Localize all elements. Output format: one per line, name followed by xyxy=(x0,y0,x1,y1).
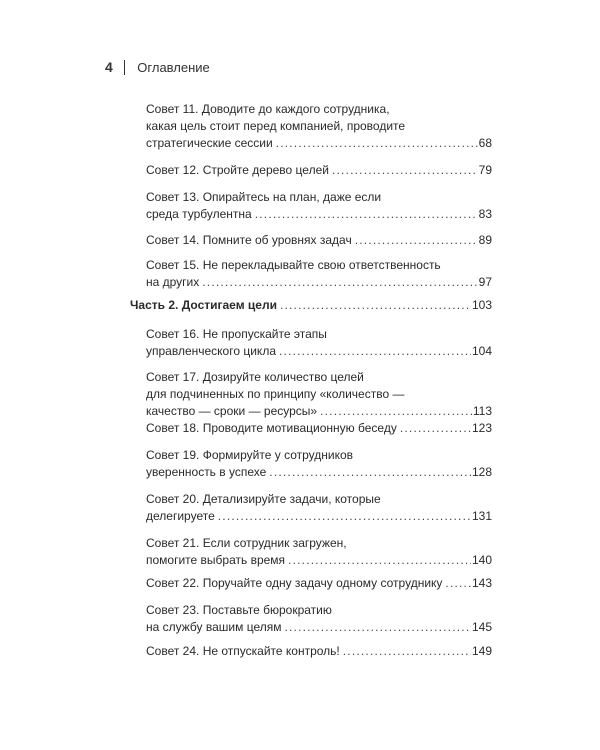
toc-page-number: 128 xyxy=(471,465,492,479)
toc-entry-text: на других xyxy=(146,275,200,289)
toc-entry-text: качество — сроки — ресурсы» xyxy=(146,404,318,418)
toc-entry-last-line xyxy=(146,403,492,420)
toc-entry-19 xyxy=(146,447,492,481)
toc-entry-last-line xyxy=(146,619,492,636)
toc-entry-16 xyxy=(146,326,492,360)
toc-entry-24 xyxy=(146,643,492,660)
toc-entry-last-line xyxy=(146,343,492,360)
dot-leader xyxy=(255,206,478,223)
toc-entry-last-line xyxy=(146,575,492,592)
toc-page-number: 97 xyxy=(478,275,492,289)
page-number: 4 xyxy=(105,59,113,75)
dot-leader xyxy=(445,575,471,592)
toc-page-number: 104 xyxy=(471,344,492,358)
toc-entry-text: делегируете xyxy=(146,509,215,523)
toc-entry-line: Совет 19. Формируйте у сотрудников xyxy=(146,448,354,462)
toc-entry-text: управленческого цикла xyxy=(146,344,276,358)
toc-entry-text: Совет 22. Поручайте одну задачу одному сотруднику xyxy=(146,576,443,590)
toc-page-number: 83 xyxy=(478,207,492,221)
toc-entry-17 xyxy=(146,369,492,420)
toc-page-number: 131 xyxy=(471,509,492,523)
toc-entry-last-line xyxy=(146,508,492,525)
toc-page-number: 123 xyxy=(471,421,492,435)
toc-entry-last-line xyxy=(130,297,492,314)
toc-page-number: 89 xyxy=(478,233,492,247)
dot-leader xyxy=(276,135,478,152)
toc-entry-line: Совет 15. Не перекладывайте свою ответственность xyxy=(146,258,441,272)
toc-entry-text: помогите выбрать время xyxy=(146,553,286,567)
toc-page-number: 149 xyxy=(471,644,492,658)
dot-leader xyxy=(343,643,471,660)
toc-entry-line: Совет 20. Детализируйте задачи, которые xyxy=(146,492,381,506)
dot-leader xyxy=(218,508,471,525)
toc-entry-last-line xyxy=(146,162,492,179)
toc-part-title: Часть 2. Достигаем цели xyxy=(130,298,277,312)
toc-entry-last-line xyxy=(146,232,492,249)
dot-leader xyxy=(320,403,472,420)
toc-entry-14 xyxy=(146,232,492,249)
toc-entry-last-line xyxy=(146,643,492,660)
dot-leader xyxy=(284,619,471,636)
toc-entry-12 xyxy=(146,162,492,179)
dot-leader xyxy=(355,232,478,249)
toc-page-number: 103 xyxy=(471,298,492,312)
toc-entry-21 xyxy=(146,535,492,569)
toc-entry-line: для подчиненных по принципу «количество — xyxy=(146,387,405,401)
toc-entry-15 xyxy=(146,257,492,291)
toc-entry-line: Совет 11. Доводите до каждого сотрудника, xyxy=(146,102,390,116)
toc-entry-text: на службу вашим целям xyxy=(146,620,282,634)
dot-leader xyxy=(279,343,471,360)
toc-entry-last-line xyxy=(146,552,492,569)
dot-leader xyxy=(332,162,478,179)
toc-entry-text: Совет 24. Не отпускайте контроль! xyxy=(146,644,340,658)
toc-page-number: 143 xyxy=(471,576,492,590)
toc-entry-text: уверенность в успехе xyxy=(146,465,267,479)
toc-entry-11 xyxy=(146,101,492,152)
toc-entry-13 xyxy=(146,189,492,223)
toc-entry-line: Совет 13. Опирайтесь на план, даже если xyxy=(146,190,382,204)
toc-entry-line: Совет 16. Не пропускайте этапы xyxy=(146,327,327,341)
dot-leader xyxy=(280,297,471,314)
toc-entry-text: среда турбулентна xyxy=(146,207,252,221)
toc-entry-line: какая цель стоит перед компанией, проводите xyxy=(146,119,406,133)
toc-entry-22 xyxy=(146,575,492,592)
toc-entry-text: Совет 12. Стройте дерево целей xyxy=(146,163,329,177)
toc-part-2 xyxy=(130,297,492,314)
toc-entry-last-line xyxy=(146,135,492,152)
toc-page-number: 79 xyxy=(478,163,492,177)
toc-page-number: 68 xyxy=(478,136,492,150)
toc-entry-text: Совет 14. Помните об уровнях задач xyxy=(146,233,352,247)
header-divider xyxy=(124,60,126,75)
toc-entry-line: Совет 17. Дозируйте количество целей xyxy=(146,370,364,384)
toc-page-number: 113 xyxy=(472,404,492,418)
toc-page-number: 145 xyxy=(471,620,492,634)
toc-entry-text: стратегические сессии xyxy=(146,136,273,150)
toc-entry-last-line xyxy=(146,420,492,437)
toc-entry-last-line xyxy=(146,464,492,481)
toc-page-number: 140 xyxy=(471,553,492,567)
toc-entry-text: Совет 18. Проводите мотивационную беседу xyxy=(146,421,397,435)
toc-entry-20 xyxy=(146,491,492,525)
dot-leader xyxy=(288,552,471,569)
toc-entry-last-line xyxy=(146,274,492,291)
toc-entry-23 xyxy=(146,602,492,636)
toc-entry-last-line xyxy=(146,206,492,223)
toc-entry-line: Совет 23. Поставьте бюрократию xyxy=(146,603,332,617)
page-header xyxy=(105,59,210,75)
toc-entry-line: Совет 21. Если сотрудник загружен, xyxy=(146,536,347,550)
dot-leader xyxy=(400,420,471,437)
toc-entry-18 xyxy=(146,420,492,437)
dot-leader xyxy=(202,274,477,291)
header-title: Оглавление xyxy=(137,59,210,75)
dot-leader xyxy=(269,464,471,481)
